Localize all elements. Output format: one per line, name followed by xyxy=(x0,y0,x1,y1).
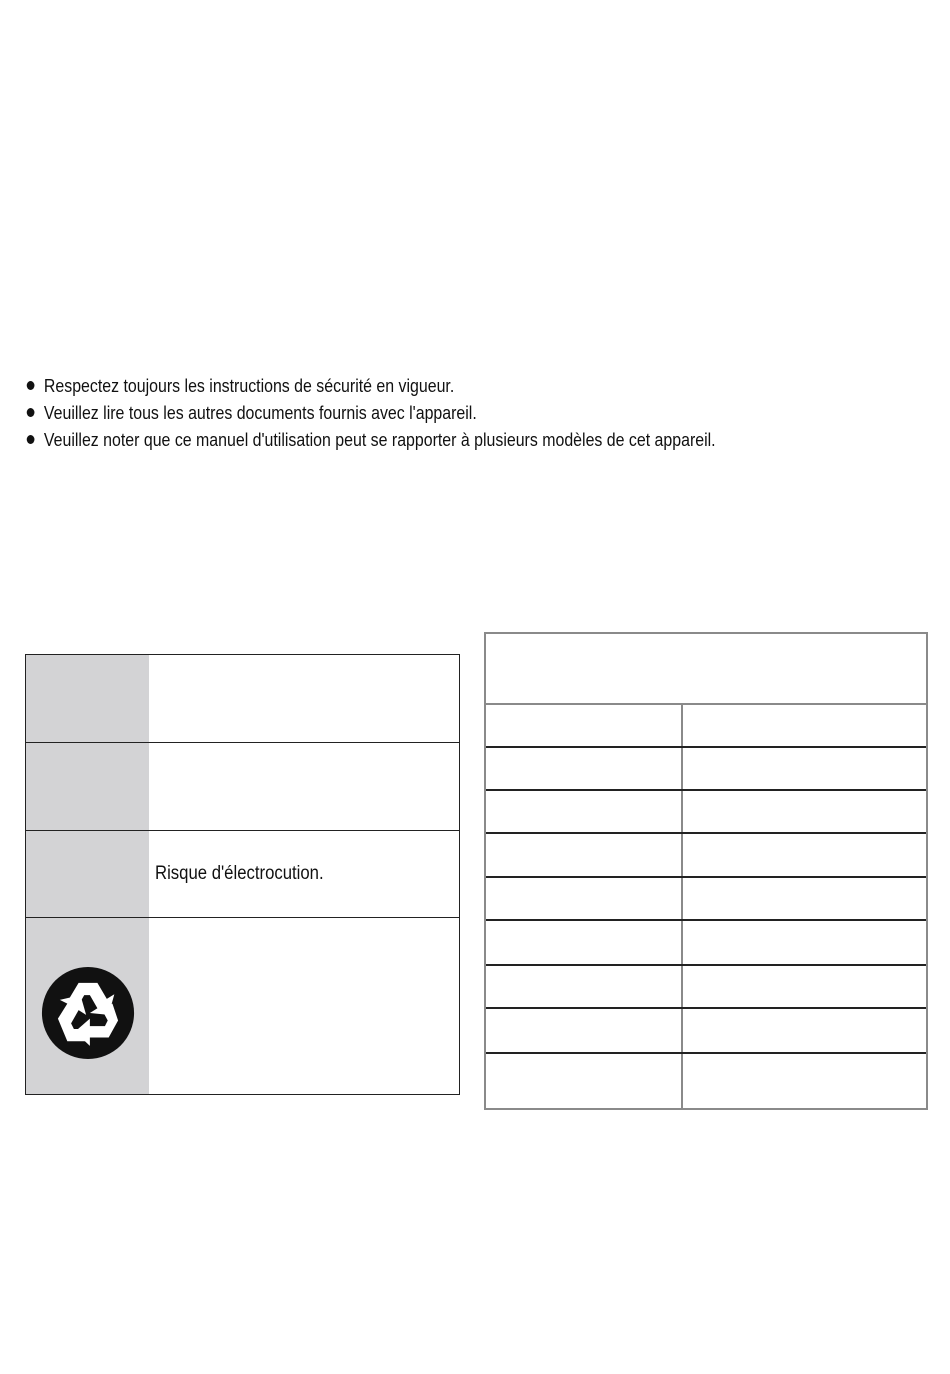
symbol-icon-cell xyxy=(26,831,149,917)
spec-cell xyxy=(486,878,683,919)
spec-cell xyxy=(683,1054,926,1108)
table-row xyxy=(486,1054,926,1108)
symbol-description xyxy=(149,918,459,1094)
symbol-row xyxy=(26,655,459,742)
table-row xyxy=(486,748,926,791)
spec-cell xyxy=(683,748,926,789)
bullet-item: Respectez toujours les instructions de sécurité en vigueur. xyxy=(25,372,716,399)
spec-cell xyxy=(683,834,926,876)
safety-bullet-list xyxy=(25,372,716,453)
symbol-description xyxy=(149,655,459,742)
symbol-description xyxy=(149,743,459,830)
spec-table-header xyxy=(486,634,926,705)
spec-cell xyxy=(486,966,683,1007)
spec-cell xyxy=(683,705,926,746)
spec-cell xyxy=(486,921,683,964)
symbol-table xyxy=(25,654,460,1095)
symbol-icon-cell xyxy=(26,655,149,742)
symbol-icon-cell xyxy=(26,918,149,1094)
spec-cell xyxy=(683,791,926,832)
spec-cell xyxy=(486,834,683,876)
table-row xyxy=(486,705,926,748)
table-row xyxy=(486,921,926,966)
spec-cell xyxy=(486,791,683,832)
spec-cell xyxy=(486,1054,683,1108)
symbol-row xyxy=(26,742,459,830)
symbol-description: Risque d'électrocution. xyxy=(155,863,324,884)
table-row xyxy=(486,834,926,878)
table-row xyxy=(486,1009,926,1054)
table-row xyxy=(486,791,926,834)
bullet-item: Veuillez noter que ce manuel d'utilisation peut se rapporter à plusieurs modèles de cet appareil. xyxy=(25,426,716,453)
spec-cell xyxy=(486,1009,683,1052)
table-row xyxy=(486,878,926,921)
spec-cell xyxy=(486,748,683,789)
spec-cell xyxy=(683,921,926,964)
spec-cell xyxy=(683,878,926,919)
table-row xyxy=(486,966,926,1009)
symbol-icon-cell xyxy=(26,743,149,830)
spec-cell xyxy=(683,1009,926,1052)
spec-table xyxy=(484,632,928,1110)
bullet-item: Veuillez lire tous les autres documents fournis avec l'appareil. xyxy=(25,399,716,426)
spec-cell xyxy=(486,705,683,746)
recycle-icon xyxy=(41,966,135,1060)
spec-cell xyxy=(683,966,926,1007)
symbol-row xyxy=(26,917,459,1094)
symbol-row xyxy=(26,830,459,917)
